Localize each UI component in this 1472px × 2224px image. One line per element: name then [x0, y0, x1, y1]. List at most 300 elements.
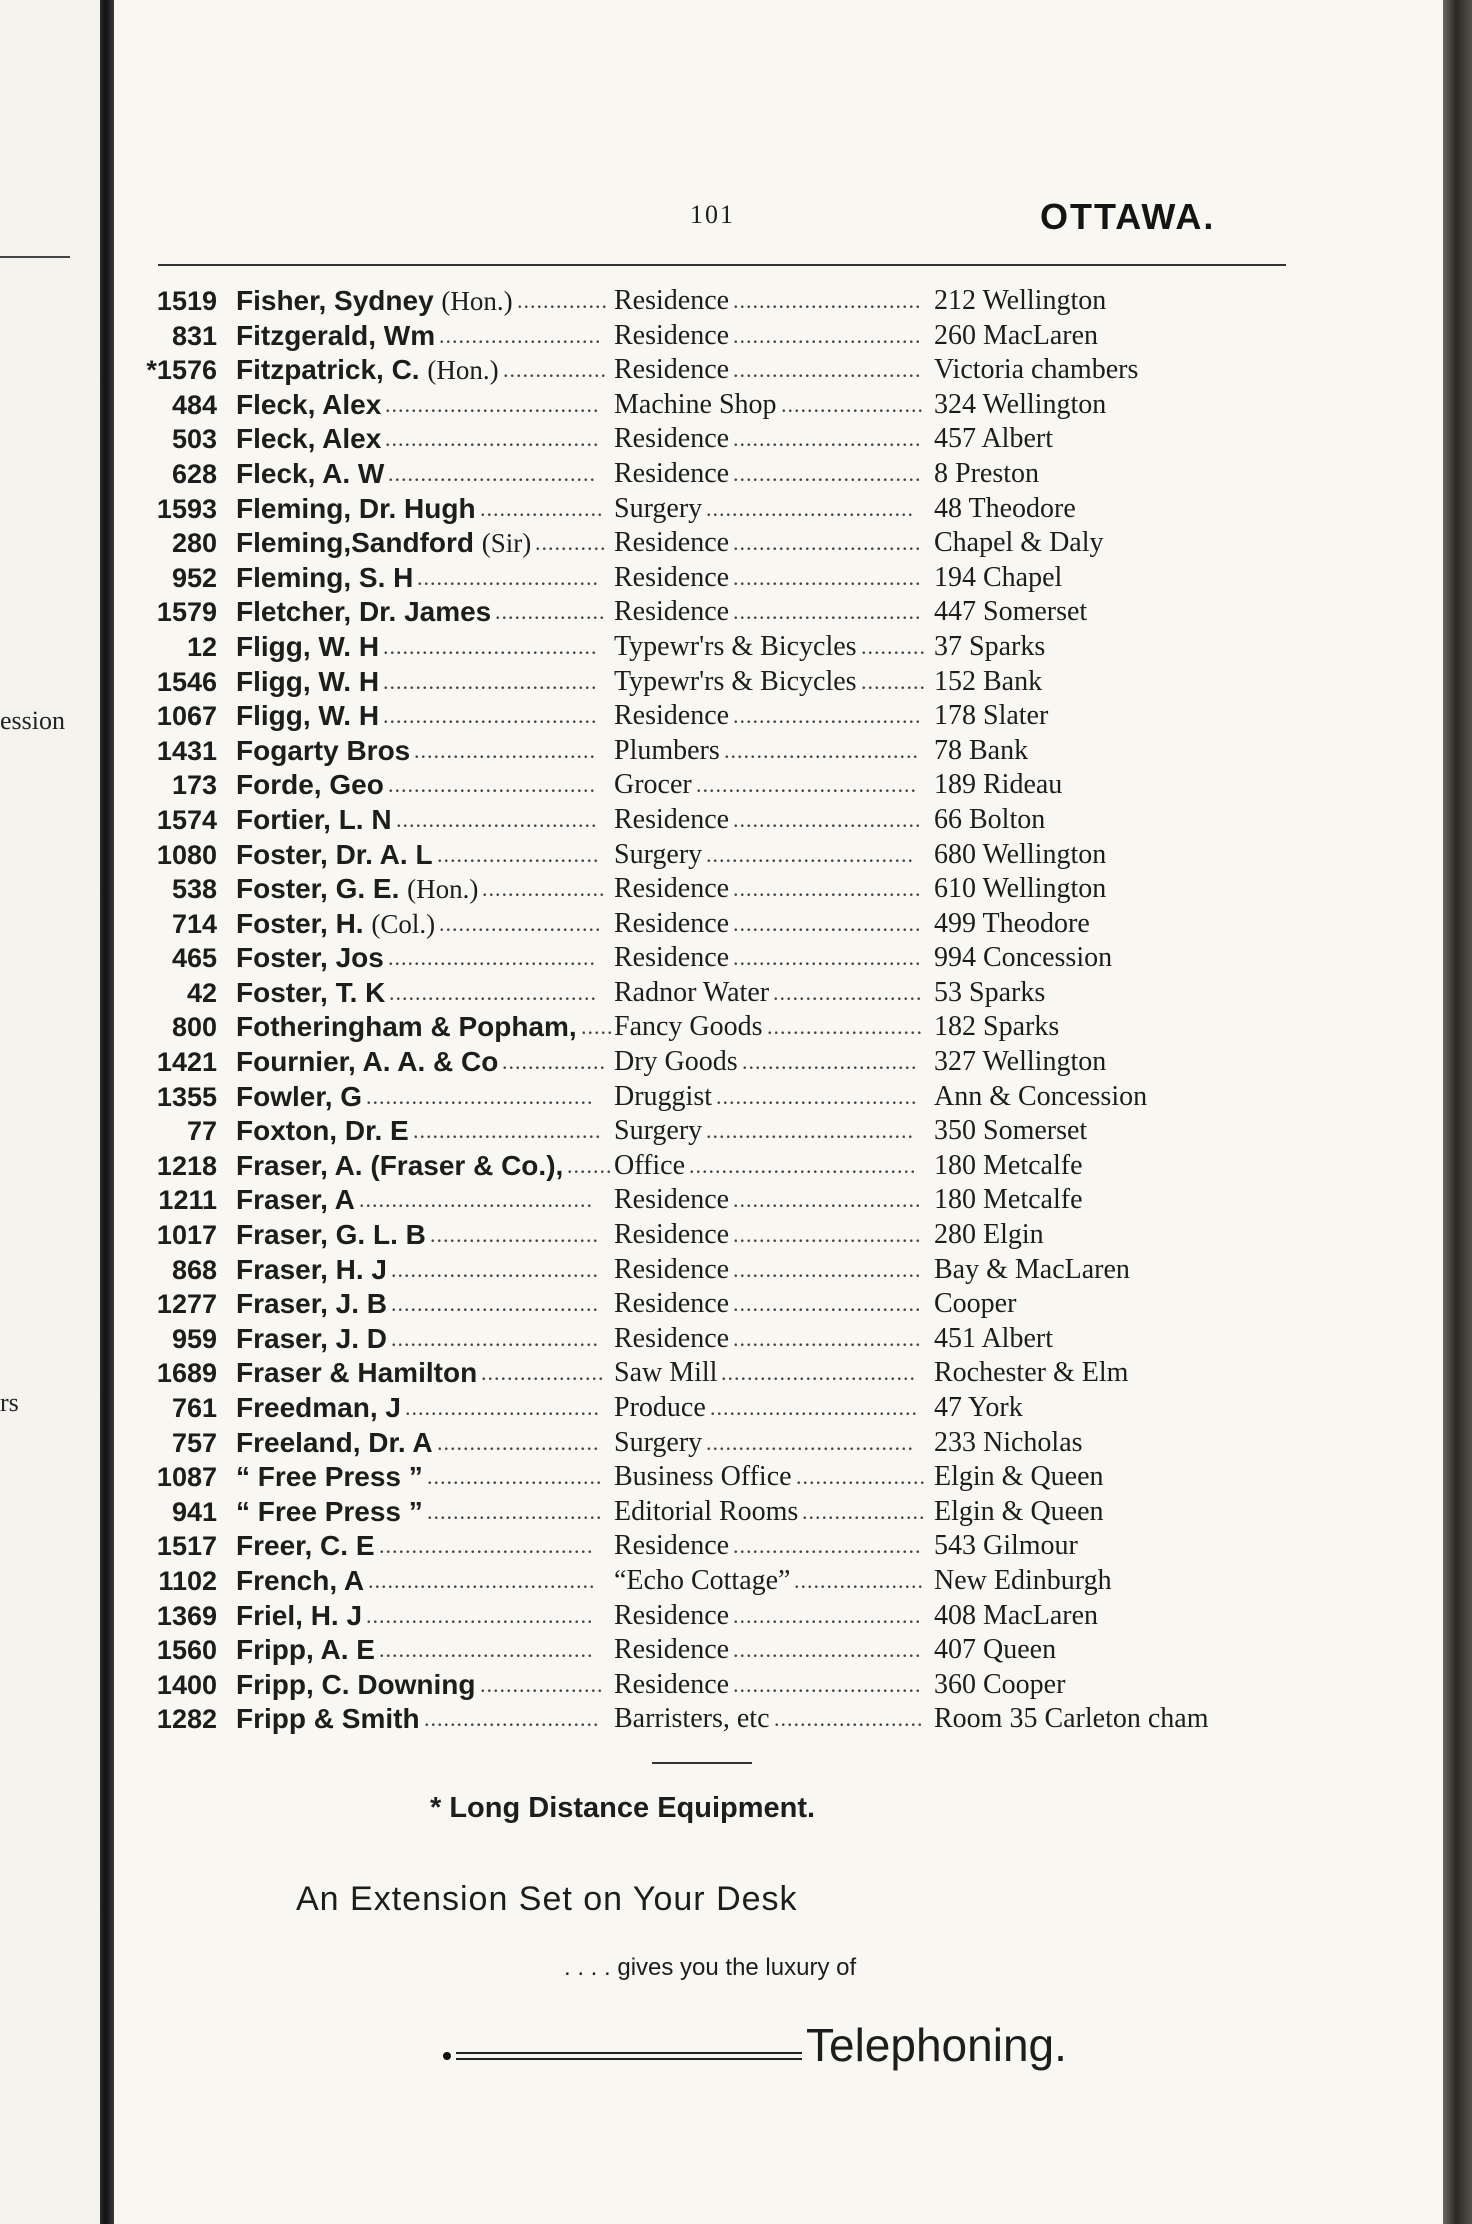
phone-number: 77 — [186, 1116, 217, 1147]
listing-type: Druggist — [614, 1080, 712, 1112]
leader-dots: .............................. — [724, 737, 919, 763]
subscriber-title: (Sir) — [481, 528, 532, 559]
leader-dots: ............................. — [733, 288, 922, 313]
leader-dots: ............................. — [733, 806, 922, 832]
leader-dots: ............................. — [733, 876, 922, 902]
leader-dots: ....................... — [773, 979, 923, 1005]
directory-entry — [0, 734, 1443, 769]
street-address: 680 Wellington — [934, 838, 1107, 870]
page-edge — [1443, 0, 1472, 2224]
subscriber-name-text: Fletcher, Dr. James — [236, 596, 492, 628]
subscriber-name-text: Foxton, Dr. E — [236, 1115, 409, 1147]
phone-number: 503 — [171, 424, 217, 455]
phone-number: 1087 — [156, 1462, 217, 1493]
street-address: 408 MacLaren — [934, 1599, 1099, 1631]
listing-type: Surgery — [614, 1115, 703, 1147]
subscriber-name — [236, 941, 384, 975]
listing-type: Residence — [614, 873, 730, 905]
phone-number: 761 — [171, 1393, 217, 1423]
subscriber-name — [236, 595, 491, 629]
listing-type: Plumbers — [614, 734, 720, 766]
phone-number: 1218 — [156, 1150, 217, 1181]
leader-dots: ............................. — [733, 564, 922, 590]
street-address: 994 Concession — [934, 942, 1113, 974]
directory-entry — [0, 1080, 1443, 1115]
subscriber-name-text: Freeland, Dr. A — [236, 1426, 433, 1458]
subscriber-name — [236, 284, 513, 318]
street-address: 350 Somerset — [934, 1115, 1088, 1147]
listing-type: Residence — [614, 285, 730, 316]
listing-type: Residence — [614, 1634, 730, 1666]
leader-dots: ....... — [567, 1152, 613, 1178]
phone-number: 831 — [171, 320, 217, 351]
leader-dots: ......................... — [437, 841, 600, 867]
street-address: 543 Gilmour — [934, 1530, 1078, 1562]
phone-number: 42 — [186, 977, 217, 1008]
subscriber-name-text: Foster, Dr. A. L — [236, 838, 433, 870]
subscriber-name-text: French, A — [236, 1564, 365, 1596]
phone-number: 1431 — [156, 735, 217, 766]
phone-number: 1546 — [156, 666, 217, 697]
directory-entry — [0, 492, 1443, 527]
subscriber-name — [236, 1599, 362, 1633]
subscriber-name-text: Fligg, W. H — [236, 700, 380, 732]
city-heading: OTTAWA. — [1040, 196, 1216, 237]
directory-entry — [0, 630, 1443, 665]
listing-type: Residence — [614, 423, 730, 455]
facing-page-rule — [0, 256, 70, 258]
leader-dots: ................................ — [389, 979, 597, 1005]
phone-number: 1355 — [156, 1081, 217, 1112]
street-address: Ann & Concession — [934, 1080, 1148, 1112]
directory-entry — [0, 1495, 1443, 1530]
directory-entry — [0, 1010, 1443, 1045]
subscriber-name-text: Fligg, W. H — [236, 630, 380, 662]
subscriber-name — [236, 1564, 364, 1598]
subscriber-name — [236, 907, 435, 941]
street-address: 78 Bank — [934, 734, 1029, 766]
leader-dots: ............................. — [733, 1325, 922, 1351]
leader-dots: ......................... — [439, 322, 602, 348]
street-address: 280 Elgin — [934, 1219, 1044, 1251]
subscriber-name — [236, 1633, 375, 1667]
listing-type: Residence — [614, 1184, 730, 1216]
directory-entry — [0, 1460, 1443, 1495]
directory-entry — [0, 1426, 1443, 1461]
listing-type: Residence — [614, 907, 730, 939]
directory-entry — [0, 665, 1443, 700]
listing-type: Residence — [614, 1253, 730, 1285]
street-address: 180 Metcalfe — [934, 1149, 1083, 1181]
phone-number: 959 — [171, 1323, 217, 1354]
leader-dots: ................................ — [706, 495, 914, 521]
leader-dots: .......................... — [430, 1222, 599, 1248]
subscriber-name-text: Foster, H. — [236, 907, 364, 939]
subscriber-title: (Hon.) — [441, 286, 513, 316]
subscriber-name — [236, 1010, 577, 1044]
subscriber-name-text: Fripp, C. Downing — [236, 1668, 476, 1700]
subscriber-name-text: Fleming, S. H — [236, 561, 414, 593]
subscriber-name — [236, 1460, 423, 1494]
leader-dots: ............................. — [733, 530, 922, 556]
leader-dots: ......................... — [437, 1429, 600, 1455]
subscriber-name-text: Fortier, L. N — [236, 803, 392, 835]
phone-number: 12 — [186, 631, 217, 662]
phone-number: 952 — [171, 562, 217, 593]
street-address: 182 Sparks — [934, 1011, 1060, 1043]
phone-number: 1282 — [156, 1704, 217, 1735]
leader-dots: ........................ — [767, 1014, 923, 1040]
subscriber-name — [236, 1287, 387, 1321]
subscriber-name — [236, 803, 392, 837]
leader-dots: ............................. — [733, 1637, 922, 1663]
leader-dots: ........................... — [427, 1464, 603, 1490]
leader-dots: ................................ — [710, 1395, 918, 1420]
subscriber-name-text: Fogarty Bros — [236, 734, 411, 766]
leader-dots: ................................ — [388, 945, 596, 971]
directory-entry — [0, 1287, 1443, 1322]
subscriber-name-text: “ Free Press ” — [236, 1461, 423, 1493]
listing-type: Residence — [614, 527, 730, 559]
subscriber-title: (Hon.) — [407, 874, 479, 905]
street-address: Rochester & Elm — [934, 1357, 1129, 1389]
phone-number: 1421 — [156, 1047, 217, 1078]
leader-dots: ................................. — [383, 633, 598, 659]
subscriber-name — [236, 665, 379, 699]
directory-entry — [0, 526, 1443, 561]
directory-entry — [0, 353, 1443, 388]
leader-dots: ............................... — [716, 1083, 918, 1109]
leader-dots: ...................... — [781, 391, 924, 417]
subscriber-name — [236, 838, 433, 872]
leader-dots: ................ — [503, 357, 607, 383]
leader-dots: ............................. — [733, 1222, 922, 1248]
leader-dots: .............................. — [405, 1395, 600, 1420]
subscriber-name — [236, 872, 478, 906]
directory-entry — [0, 1391, 1443, 1426]
leader-dots: ................................. — [383, 668, 598, 694]
leader-dots: ......................... — [439, 910, 602, 936]
leader-dots: ................................ — [706, 841, 914, 867]
header-rule — [158, 264, 1286, 266]
subscriber-name — [236, 976, 385, 1010]
subscriber-name — [236, 1668, 476, 1702]
subscriber-name-text: “ Free Press ” — [236, 1495, 423, 1527]
directory-entry — [0, 976, 1443, 1011]
subscriber-name-text: Foster, Jos — [236, 942, 384, 974]
leader-dots: ............................. — [733, 322, 922, 348]
subscriber-name-text: Fripp & Smith — [236, 1703, 420, 1735]
subscriber-name-text: Freedman, J — [236, 1392, 401, 1423]
leader-dots: ............................. — [733, 1187, 922, 1213]
subscriber-name — [236, 492, 476, 526]
street-address: 324 Wellington — [934, 388, 1107, 420]
directory-entry — [0, 768, 1443, 803]
leader-dots: ............................. — [733, 1256, 922, 1282]
listing-type: Residence — [614, 803, 730, 835]
subscriber-name-text: Fotheringham & Popham, — [236, 1011, 577, 1043]
phone-number: 800 — [171, 1012, 217, 1043]
leader-dots: ................................ — [391, 1325, 599, 1351]
leader-dots: ................... — [802, 1498, 926, 1524]
directory-entry — [0, 872, 1443, 907]
listing-type: Typewr'rs & Bicycles — [614, 665, 857, 697]
phone-number: 1560 — [156, 1635, 217, 1666]
directory-entry — [0, 1218, 1443, 1253]
subscriber-name — [236, 526, 531, 560]
phone-number: 868 — [171, 1254, 217, 1285]
directory-listing — [0, 284, 1443, 1737]
listing-type: Residence — [614, 319, 730, 351]
leader-dots: ................................... — [689, 1152, 917, 1178]
phone-number: 1017 — [156, 1220, 217, 1251]
street-address: 48 Theodore — [934, 492, 1076, 524]
street-address: 53 Sparks — [934, 976, 1046, 1008]
leader-dots: .................................... — [359, 1187, 593, 1213]
leader-dots: ............................. — [413, 1118, 602, 1144]
street-address: 37 Sparks — [934, 630, 1046, 662]
leader-dots: ................... — [481, 1360, 605, 1386]
subscriber-name-text: Fleming, Dr. Hugh — [236, 492, 476, 524]
leader-dots: ................................. — [379, 1637, 594, 1663]
listing-type: Surgery — [614, 838, 703, 870]
subscriber-name — [236, 630, 379, 664]
listing-type: Produce — [614, 1392, 706, 1423]
leader-dots: ............................. — [733, 910, 922, 936]
listing-type: Office — [614, 1149, 685, 1181]
street-address: Elgin & Queen — [934, 1495, 1104, 1527]
listing-type: Residence — [614, 1219, 730, 1251]
directory-entry — [0, 1322, 1443, 1357]
phone-number: 1593 — [156, 493, 217, 524]
phone-number: 1400 — [156, 1669, 217, 1700]
leader-dots: ........................... — [424, 1706, 600, 1732]
subscriber-title: (Col.) — [371, 908, 436, 939]
subscriber-name — [236, 457, 384, 491]
leader-dots: ................................. — [385, 391, 600, 417]
leader-dots: ....................... — [774, 1706, 924, 1732]
subscriber-name — [236, 1045, 498, 1079]
phone-number: 538 — [171, 874, 217, 905]
leader-dots: ............................. — [733, 703, 922, 729]
leader-dots: ................................ — [391, 1291, 599, 1317]
subscriber-name-text: Fitzgerald, Wm — [236, 319, 436, 351]
street-address: 212 Wellington — [934, 285, 1107, 316]
phone-number: 1102 — [158, 1565, 217, 1596]
phone-number: *1576 — [146, 355, 217, 386]
phone-number: 484 — [171, 389, 217, 420]
leader-dots: ............................. — [733, 460, 922, 486]
listing-type: Fancy Goods — [614, 1011, 763, 1043]
listing-type: Editorial Rooms — [614, 1495, 799, 1527]
advert-flourish-icon — [442, 2046, 802, 2066]
subscriber-name — [236, 1702, 420, 1736]
subscriber-name-text: Fligg, W. H — [236, 665, 380, 697]
listing-type: Residence — [614, 700, 730, 732]
leader-dots: .............. — [517, 288, 608, 313]
directory-entry — [0, 1356, 1443, 1391]
directory-entry — [0, 1564, 1443, 1599]
street-address: 189 Rideau — [934, 769, 1063, 801]
leader-dots: ................................ — [391, 1256, 599, 1282]
phone-number: 1517 — [156, 1531, 217, 1562]
subscriber-name-text: Fleming,Sandford — [236, 527, 474, 559]
leader-dots: ............................. — [733, 945, 922, 971]
leader-dots: ..... — [581, 1014, 614, 1040]
subscriber-name — [236, 1253, 387, 1287]
subscriber-name — [236, 1218, 426, 1252]
subscriber-name — [236, 1149, 563, 1183]
subscriber-name — [236, 353, 499, 387]
subscriber-name-text: Fowler, G — [236, 1080, 363, 1112]
subscriber-name-text: Forde, Geo — [236, 769, 384, 801]
street-address: 260 MacLaren — [934, 319, 1099, 351]
listing-type: Surgery — [614, 492, 703, 524]
directory-entry — [0, 1668, 1443, 1703]
directory-entry — [0, 699, 1443, 734]
directory-entry — [0, 907, 1443, 942]
footer-rule — [652, 1762, 752, 1764]
directory-entry — [0, 1149, 1443, 1184]
directory-entry — [0, 284, 1443, 319]
leader-dots: ............................. — [733, 1291, 922, 1317]
phone-number: 1369 — [156, 1600, 217, 1631]
listing-type: Residence — [614, 1288, 730, 1320]
street-address: 360 Cooper — [934, 1668, 1066, 1700]
directory-entry — [0, 422, 1443, 457]
listing-type: Residence — [614, 596, 730, 628]
subscriber-name-text: Fraser, J. D — [236, 1322, 387, 1354]
directory-entry — [0, 1114, 1443, 1149]
leader-dots: ................................ — [706, 1118, 914, 1144]
phone-number: 941 — [171, 1496, 217, 1527]
directory-entry — [0, 941, 1443, 976]
listing-type: Barristers, etc — [614, 1703, 770, 1735]
subscriber-name — [236, 1495, 423, 1529]
street-address: Bay & MacLaren — [934, 1253, 1130, 1285]
street-address: 451 Albert — [934, 1322, 1053, 1354]
street-address: 327 Wellington — [934, 1046, 1107, 1078]
phone-number: 1067 — [156, 701, 217, 732]
listing-type: Residence — [614, 561, 730, 593]
leader-dots: ............................. — [733, 599, 922, 625]
subscriber-name-text: Foster, T. K — [236, 976, 386, 1008]
directory-entry — [0, 319, 1443, 354]
listing-type: Business Office — [614, 1461, 792, 1493]
leader-dots: ............................. — [733, 1602, 922, 1628]
street-address: 233 Nicholas — [934, 1426, 1083, 1458]
street-address: 47 York — [934, 1392, 1023, 1423]
directory-entry — [0, 1045, 1443, 1080]
directory-entry — [0, 838, 1443, 873]
subscriber-name — [236, 1426, 433, 1460]
leader-dots: ............................. — [733, 357, 922, 383]
subscriber-name-text: Freer, C. E — [236, 1530, 375, 1562]
subscriber-name-text: Fraser & Hamilton — [236, 1357, 478, 1389]
directory-entry — [0, 1702, 1443, 1737]
leader-dots: ............................... — [396, 806, 598, 832]
phone-number: 757 — [171, 1427, 217, 1458]
listing-type: Residence — [614, 457, 730, 489]
subscriber-name — [236, 1080, 362, 1114]
phone-number: 714 — [171, 908, 217, 939]
leader-dots: ........................... — [742, 1049, 918, 1075]
facing-page-fragment: ession — [0, 706, 65, 735]
advert-subline: . . . . gives you the luxury of — [564, 1954, 857, 1981]
listing-type: Dry Goods — [614, 1046, 738, 1078]
listing-type: Residence — [614, 354, 730, 386]
subscriber-name — [236, 1356, 477, 1390]
subscriber-name — [236, 1114, 409, 1148]
street-address: Elgin & Queen — [934, 1461, 1104, 1493]
street-address: 194 Chapel — [934, 561, 1063, 593]
directory-entry — [0, 1529, 1443, 1564]
directory-entry — [0, 595, 1443, 630]
facing-page-fragment: rs — [0, 1388, 19, 1417]
leader-dots: ............................. — [733, 426, 922, 452]
subscriber-name-text: Fraser, A — [236, 1184, 355, 1216]
leader-dots: ................. — [495, 599, 606, 625]
street-address: 447 Somerset — [934, 596, 1088, 628]
leader-dots: .................... — [796, 1464, 926, 1490]
footnote: * Long Distance Equipment. — [430, 1792, 816, 1824]
subscriber-name-text: Foster, G. E. — [236, 873, 400, 905]
subscriber-name-text: Fraser, G. L. B — [236, 1219, 426, 1251]
listing-type: Residence — [614, 1322, 730, 1354]
street-address: Cooper — [934, 1288, 1017, 1320]
subscriber-name-text: Friel, H. J — [236, 1599, 363, 1631]
subscriber-name — [236, 319, 435, 353]
subscriber-name — [236, 388, 381, 422]
phone-number: 628 — [171, 458, 217, 489]
phone-number: 1080 — [156, 839, 217, 870]
directory-entry — [0, 1183, 1443, 1218]
leader-dots: ................................ — [388, 772, 596, 798]
leader-dots: .......... — [861, 633, 926, 659]
listing-type: Residence — [614, 942, 730, 974]
listing-type: Grocer — [614, 769, 692, 801]
subscriber-name-text: Fitzpatrick, C. — [236, 354, 420, 386]
leader-dots: ............................. — [733, 1671, 922, 1697]
leader-dots: ................................... — [368, 1567, 596, 1593]
listing-type: Residence — [614, 1599, 730, 1631]
phone-number: 1519 — [156, 286, 217, 316]
phone-number: 1211 — [158, 1185, 217, 1216]
subscriber-name — [236, 1183, 355, 1217]
leader-dots: ................................... — [366, 1602, 594, 1628]
listing-type: Residence — [614, 1668, 730, 1700]
listing-type: Saw Mill — [614, 1357, 718, 1389]
leader-dots: ................................ — [706, 1429, 914, 1455]
street-address: 180 Metcalfe — [934, 1184, 1083, 1216]
leader-dots: ................................ — [388, 460, 596, 486]
street-address: New Edinburgh — [934, 1564, 1112, 1596]
subscriber-name-text: Fraser, J. B — [236, 1288, 387, 1320]
street-address: 178 Slater — [934, 700, 1049, 732]
leader-dots: ............................ — [414, 737, 596, 763]
listing-type: Surgery — [614, 1426, 703, 1458]
leader-dots: ................... — [480, 495, 604, 521]
phone-number: 280 — [171, 528, 217, 559]
street-address: Room 35 Carleton cham — [934, 1703, 1209, 1735]
phone-number: 1689 — [156, 1358, 217, 1389]
subscriber-name — [236, 1322, 387, 1356]
leader-dots: ........... — [535, 530, 607, 556]
advert-headline: An Extension Set on Your Desk — [296, 1880, 798, 1918]
phone-number: 173 — [171, 770, 217, 801]
leader-dots: ................................... — [366, 1083, 594, 1109]
leader-dots: .............................. — [721, 1360, 916, 1386]
